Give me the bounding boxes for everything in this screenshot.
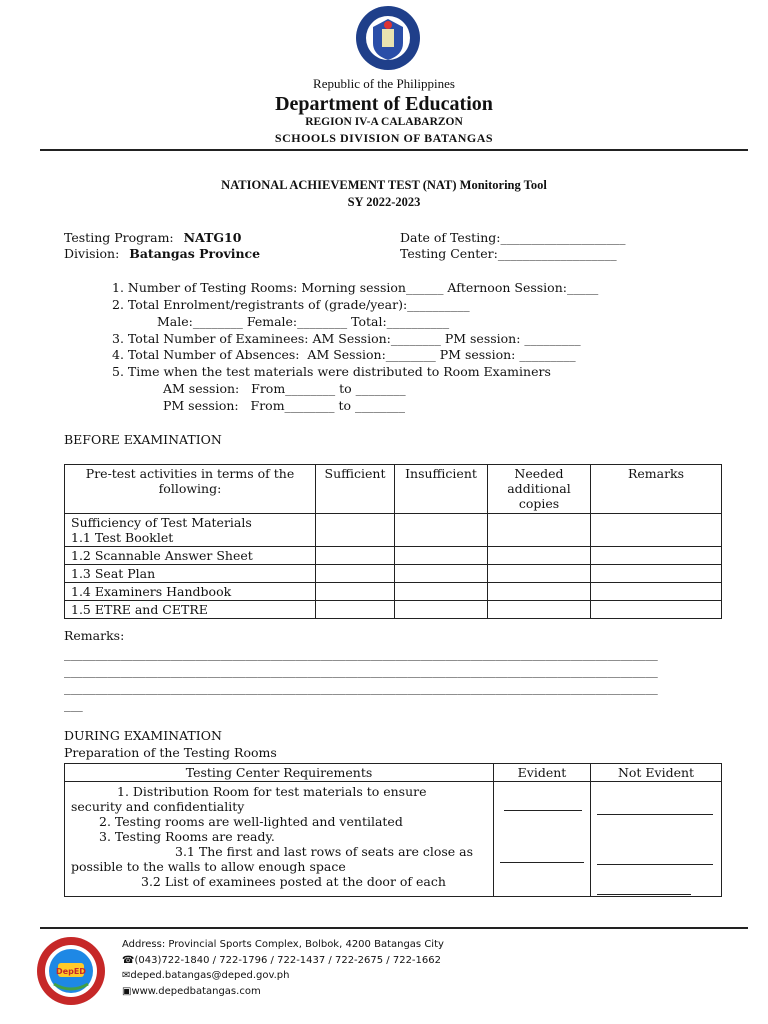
req-3-1-cont: possible to the walls to allow enough space [71,859,346,874]
item-2-breakdown: Male:________ Female:________ Total:__________ [157,314,450,329]
col-needed-copies: Needed additional copies [488,465,591,514]
row-seat-plan: 1.3 Seat Plan [65,565,316,583]
region-line: REGION IV-A CALABARZON [305,116,463,128]
evident-blank-2 [500,862,584,863]
division-line: SCHOOLS DIVISION OF BATANGAS [274,131,494,145]
item-5: 5. Time when the test materials were distributed to Room Examiners [112,364,551,379]
evident-cell [494,782,591,897]
footer-web-row [122,984,444,1000]
not-evident-blank-2 [597,864,713,865]
col-requirements: Testing Center Requirements [65,764,494,782]
remarks-line-2: _______________________________________________________________________________________________ [64,663,658,678]
col-not-evident: Not Evident [591,764,722,782]
footer-phone: (043)722-1840 / 722-1796 / 722-1437 / 722-2675 / 722-1662 [134,954,441,966]
requirements-table [64,763,722,897]
footer-address: Address: Provincial Sports Complex, Bolbok, 4200 Batangas City [122,939,444,950]
remarks-lines [64,645,732,713]
footer-divider [40,927,748,929]
deped-seal-logo [355,5,421,71]
republic-line: Republic of the Philippines [313,76,455,91]
row-examiners-handbook: 1.4 Examiners Handbook [65,583,316,601]
col-evident: Evident [494,764,591,782]
evident-blank-1 [504,810,582,811]
pre-test-table [64,464,722,619]
header-divider [40,149,748,151]
item-2: 2. Total Enrolment/registrants of (grade/year):__________ [112,297,470,312]
col-sufficient: Sufficient [316,465,395,514]
footer-contact [122,937,444,999]
division-label: Division: [64,246,120,261]
envelope-icon: ✉ [122,970,131,981]
remarks-line-1: _______________________________________________________________________________________________ [64,646,658,661]
division-value: Batangas Province [129,246,261,261]
table-row [65,583,722,601]
table-row [65,782,722,897]
svg-text:DepED: DepED [56,967,86,976]
row-test-booklet: Sufficiency of Test Materials 1.1 Test Booklet [65,514,316,547]
req-3-1: 3.1 The first and last rows of seats are close as [175,844,474,859]
table-header-row [65,465,722,514]
not-evident-cell [591,782,722,897]
date-of-testing: Date of Testing:____________________ [400,230,626,245]
row-answer-sheet: 1.2 Scannable Answer Sheet [65,547,316,565]
row-etre-cetre: 1.5 ETRE and CETRE [65,601,316,619]
req-3-2: 3.2 List of examinees posted at the door of each [141,874,446,889]
evident-blank-3 [500,896,584,897]
during-exam-heading: DURING EXAMINATION [64,728,222,743]
testing-program [64,230,241,245]
col-insufficient: Insufficient [395,465,488,514]
table-row [65,565,722,583]
division-field [64,246,260,261]
item-1: 1. Number of Testing Rooms: Morning session______ Afternoon Session:_____ [112,280,599,295]
preparation-subheading: Preparation of the Testing Rooms [64,745,277,760]
col-remarks: Remarks [591,465,722,514]
testing-program-label: Testing Program: [64,230,174,245]
req-1: 1. Distribution Room for test materials to ensure [117,784,427,799]
footer-email-row [122,968,444,984]
not-evident-blank-1 [597,814,713,815]
testing-center: Testing Center:___________________ [400,246,617,261]
col-activities: Pre-test activities in terms of the following: [65,465,316,514]
form-title: NATIONAL ACHIEVEMENT TEST (NAT) Monitoring Tool [221,178,547,192]
department-title: Department of Education [275,93,493,115]
item-4: 4. Total Number of Absences: AM Session:________ PM session: _________ [112,347,576,362]
division-logo [36,936,106,1006]
remarks-line-3: _______________________________________________________________________________________________ [64,680,658,695]
requirements-header-row [65,764,722,782]
table-row [65,547,722,565]
item-5-pm: PM session: From________ to ________ [163,398,406,413]
item-3: 3. Total Number of Examinees: AM Session:________ PM session: _________ [112,331,581,346]
footer-email[interactable]: deped.batangas@deped.gov.ph [130,970,290,981]
table-row [65,601,722,619]
requirements-list [65,782,494,897]
footer-website[interactable]: www.depedbatangas.com [131,985,261,997]
remarks-line-4: ___ [64,697,83,712]
before-exam-heading: BEFORE EXAMINATION [64,432,222,447]
req-3: 3. Testing Rooms are ready. [99,829,275,844]
footer-phone-row [122,953,444,969]
testing-program-value: NATG10 [183,230,242,245]
req-2: 2. Testing rooms are well-lighted and ventilated [99,814,403,829]
item-5-am: AM session: From________ to ________ [163,381,406,396]
table-row [65,514,722,547]
school-year: SY 2022-2023 [347,195,421,209]
not-evident-blank-3 [597,894,691,895]
remarks-label: Remarks: [64,628,125,643]
req-1-cont: security and confidentiality [71,799,245,814]
computer-icon: ▣ [122,985,132,997]
phone-icon: ☎ [122,954,135,966]
